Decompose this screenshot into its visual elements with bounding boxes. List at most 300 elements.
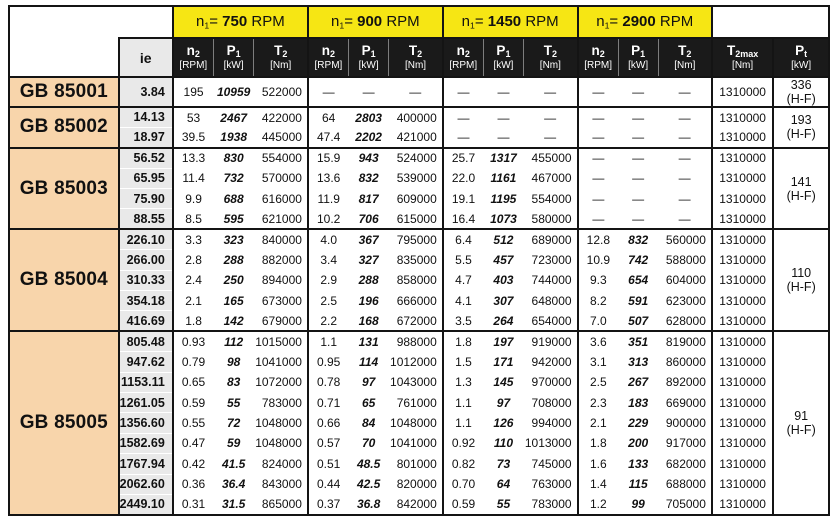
n2-cell: 8.2: [578, 291, 619, 311]
p1-cell: 115: [628, 477, 648, 492]
no-data-cell: —: [632, 191, 645, 206]
pt-value: 141: [790, 174, 812, 189]
t2max-cell: 1310000: [712, 189, 773, 209]
p1-cell: 654: [628, 273, 649, 288]
ie-header: ie: [119, 38, 173, 77]
p1-cell: 55: [226, 395, 241, 410]
model-cell: GB 85003: [9, 148, 119, 230]
t2max-cell: 1310000: [712, 454, 773, 474]
p1-cell: 403: [493, 273, 514, 288]
p1-cell: 732: [223, 171, 244, 186]
n2-cell: 2.5: [308, 291, 349, 311]
n2-cell: 1.1: [443, 413, 484, 433]
p1-cell: 36.4: [221, 477, 246, 492]
ie-cell: 1767.94: [119, 454, 173, 474]
t2-cell: 819000: [658, 331, 712, 351]
t2-cell: 554000: [254, 148, 308, 168]
table-row: [9, 148, 829, 168]
table-row: [9, 291, 829, 311]
p1-cell: 367: [348, 229, 388, 249]
ie-cell: 226.10: [119, 229, 173, 249]
n2-cell: 10.2: [308, 209, 349, 229]
t2-cell: 824000: [261, 456, 302, 471]
p1-cell: 323: [213, 229, 254, 249]
n2-cell: 15.9: [308, 148, 349, 168]
p1-cell: 84: [361, 416, 376, 431]
t2-cell: 688000: [665, 477, 706, 492]
t2-cell: 1048000: [255, 416, 302, 431]
ie-cell: 947.62: [119, 352, 173, 372]
n2-cell: 53: [173, 107, 214, 127]
t2-cell: 539000: [396, 171, 437, 186]
table-row: [9, 107, 829, 127]
t2-cell: 1041000: [390, 436, 437, 451]
t2max-cell: 1310000: [712, 77, 773, 107]
n2-cell: 16.4: [443, 209, 484, 229]
n2-cell: 64: [308, 107, 349, 127]
ie-cell: 416.69: [119, 311, 173, 331]
model-cell: GB 85004: [9, 229, 119, 331]
t2max-cell: 1310000: [712, 494, 773, 514]
pt-value: 336: [790, 78, 812, 92]
gearbox-rating-table: [8, 5, 830, 516]
p1-cell: 99: [631, 497, 645, 512]
table-row: [9, 494, 829, 514]
p1-cell: 595: [223, 211, 244, 226]
n2-cell: 7.0: [578, 311, 619, 331]
table-row: [9, 433, 829, 453]
ie-cell: 310.33: [119, 270, 173, 290]
p1-cell: 832: [358, 171, 379, 186]
t2max-cell: 1310000: [712, 250, 773, 270]
no-data-cell: —: [678, 191, 691, 206]
no-data-cell: —: [497, 130, 510, 145]
t2-cell: 609000: [396, 191, 437, 206]
n2-cell: 2.1: [578, 413, 619, 433]
t2-cell: 894000: [261, 273, 302, 288]
t2max-cell: 1310000: [712, 392, 773, 412]
t2max-cell: 1310000: [712, 433, 773, 453]
t2max-cell: 1310000: [712, 474, 773, 494]
p1-cell: 165: [223, 293, 244, 308]
n2-cell: 19.1: [443, 189, 484, 209]
p1-cell: 36.8: [356, 497, 381, 512]
n2-cell: 13.6: [308, 168, 349, 188]
subheader-p1-750: $P_1$ [kW]: [213, 38, 254, 77]
t2-cell: 842000: [396, 497, 437, 512]
p1-cell: 112: [213, 331, 254, 351]
t2max-cell: 1310000: [712, 413, 773, 433]
t2-cell: 554000: [531, 191, 572, 206]
t2-cell: 723000: [531, 252, 572, 267]
p1-cell: 688: [223, 191, 244, 206]
t2-cell: 560000: [658, 229, 712, 249]
no-data-cell: —: [443, 107, 484, 127]
table-row: [9, 413, 829, 433]
no-data-cell: —: [578, 189, 619, 209]
subheader-t2-900: $T_2$ [Nm]: [389, 38, 443, 77]
n2-cell: 0.79: [173, 352, 214, 372]
pt-note: (H-F): [786, 188, 816, 203]
t2-cell: 745000: [531, 456, 572, 471]
n2-cell: 1.2: [578, 494, 619, 514]
p1-cell: 196: [358, 293, 379, 308]
t2-cell: 1048000: [255, 436, 302, 451]
no-data-cell: —: [524, 77, 578, 107]
corner-blank-right: [712, 6, 829, 38]
t2-cell: 682000: [665, 456, 706, 471]
ie-cell: 75.90: [119, 189, 173, 209]
t2max-cell: 1310000: [712, 372, 773, 392]
p1-cell: 2803: [348, 107, 388, 127]
no-data-cell: —: [632, 130, 645, 145]
no-data-cell: —: [658, 107, 712, 127]
t2-cell: 783000: [531, 497, 572, 512]
n2-cell: 0.82: [443, 454, 484, 474]
no-data-cell: —: [632, 211, 645, 226]
t2-cell: 858000: [396, 273, 437, 288]
n2-cell: 2.5: [578, 372, 619, 392]
ie-cell: 354.18: [119, 291, 173, 311]
p1-cell: 817: [358, 191, 379, 206]
t2max-cell: 1310000: [712, 127, 773, 147]
n2-cell: 3.4: [308, 250, 349, 270]
t2-cell: 1012000: [390, 354, 437, 369]
n2-cell: 3.3: [173, 229, 214, 249]
t2-cell: 615000: [396, 211, 437, 226]
corner-blank-left: [9, 38, 119, 77]
p1-cell: 742: [628, 252, 649, 267]
n2-cell: 1.3: [443, 372, 484, 392]
n2-cell: 4.0: [308, 229, 349, 249]
no-data-cell: —: [632, 171, 645, 186]
t2-cell: 648000: [531, 293, 572, 308]
subheader-n2-750: $n_2$ [RPM]: [173, 38, 214, 77]
no-data-cell: —: [678, 211, 691, 226]
p1-cell: 943: [348, 148, 388, 168]
n2-cell: 39.5: [173, 127, 214, 147]
n2-cell: 195: [173, 77, 214, 107]
n2-cell: 1.4: [578, 474, 619, 494]
n2-cell: 2.4: [173, 270, 214, 290]
t2-cell: 1072000: [255, 375, 302, 390]
n2-cell: 0.66: [308, 413, 349, 433]
table-row: [9, 454, 829, 474]
t2-cell: 623000: [665, 293, 706, 308]
t2max-cell: 1310000: [712, 229, 773, 249]
p1-cell: 229: [628, 416, 649, 431]
t2max-cell: 1310000: [712, 270, 773, 290]
subheader-p1-2900: $P_1$ [kW]: [618, 38, 658, 77]
p1-cell: 197: [483, 331, 523, 351]
no-data-cell: —: [618, 107, 658, 127]
p1-cell: 171: [493, 354, 514, 369]
t2-cell: 763000: [531, 477, 572, 492]
p1-cell: 1195: [490, 191, 517, 206]
p1-cell: 131: [348, 331, 388, 351]
n2-cell: 1.1: [443, 392, 484, 412]
n2-cell: 2.9: [308, 270, 349, 290]
subheader-n2-1450: $n_2$ [RPM]: [443, 38, 484, 77]
subheader-t2-750: $T_2$ [Nm]: [254, 38, 308, 77]
n2-cell: 2.3: [578, 392, 619, 412]
t2-cell: 1015000: [254, 331, 308, 351]
n2-cell: 25.7: [443, 148, 484, 168]
pt-note: (H-F): [786, 127, 816, 142]
p1-cell: 250: [223, 273, 244, 288]
t2-cell: 421000: [396, 130, 437, 145]
no-data-cell: —: [578, 77, 619, 107]
t2-cell: 445000: [261, 130, 302, 145]
p1-cell: 41.5: [221, 456, 246, 471]
n2-cell: 2.2: [308, 311, 349, 331]
n2-cell: 0.57: [308, 433, 349, 453]
n2-cell: 0.70: [443, 474, 484, 494]
n2-cell: 0.51: [308, 454, 349, 474]
table-row: [9, 331, 829, 351]
subheader-t2max: $T_{2max}$ [Nm]: [712, 38, 773, 77]
no-data-cell: —: [524, 107, 578, 127]
corner-blank-left: [9, 6, 173, 38]
t2-cell: 988000: [389, 331, 443, 351]
t2-cell: 865000: [261, 497, 302, 512]
t2-cell: 654000: [531, 313, 572, 328]
n2-cell: 9.3: [578, 270, 619, 290]
subheader-t2-2900: $T_2$ [Nm]: [658, 38, 712, 77]
table-row: [9, 311, 829, 331]
n2-cell: 1.1: [308, 331, 349, 351]
subheader-pt: $P_t$ [kW]: [773, 38, 829, 77]
t2-cell: 994000: [531, 416, 572, 431]
no-data-cell: —: [578, 107, 619, 127]
t2-cell: 570000: [261, 171, 302, 186]
no-data-cell: —: [389, 77, 443, 107]
p1-cell: 73: [496, 456, 511, 471]
t2-cell: 1041000: [255, 354, 302, 369]
p1-cell: 97: [496, 395, 511, 410]
n2-cell: 0.71: [308, 392, 349, 412]
p1-cell: 110: [493, 436, 514, 451]
p1-cell: 114: [359, 354, 379, 369]
ie-cell: 1153.11: [119, 372, 173, 392]
p1-cell: 133: [628, 456, 649, 471]
t2-cell: 882000: [261, 252, 302, 267]
p1-cell: 327: [358, 252, 379, 267]
t2-cell: 666000: [396, 293, 437, 308]
p1-cell: 83: [226, 375, 241, 390]
t2-cell: 820000: [396, 477, 437, 492]
table-row: [9, 352, 829, 372]
t2-cell: 467000: [531, 171, 572, 186]
no-data-cell: —: [348, 77, 388, 107]
p1-cell: 31.5: [221, 497, 246, 512]
n2-cell: 0.42: [173, 454, 214, 474]
p1-cell: 1161: [490, 171, 517, 186]
p1-cell: 1317: [483, 148, 523, 168]
table-row: [9, 77, 829, 107]
n2-cell: 11.4: [173, 168, 214, 188]
ie-cell: 1582.69: [119, 433, 173, 453]
t2-cell: 673000: [261, 293, 302, 308]
n2-cell: 0.59: [443, 494, 484, 514]
n2-cell: 2.1: [173, 291, 214, 311]
t2-cell: 843000: [261, 477, 302, 492]
n2-cell: 12.8: [578, 229, 619, 249]
n2-cell: 0.59: [173, 392, 214, 412]
t2-cell: 919000: [524, 331, 578, 351]
p1-cell: 59: [226, 436, 241, 451]
t2-cell: 672000: [396, 313, 437, 328]
n2-cell: 1.5: [443, 352, 484, 372]
table-row: [9, 229, 829, 249]
p1-cell: 48.5: [356, 456, 381, 471]
n2-cell: 1.8: [173, 311, 214, 331]
p1-cell: 72: [226, 416, 241, 431]
n2-cell: 0.95: [308, 352, 349, 372]
p1-cell: 55: [496, 497, 511, 512]
ie-cell: 14.13: [119, 107, 173, 127]
p1-cell: 591: [628, 293, 649, 308]
table-row: [9, 127, 829, 147]
n2-cell: 1.8: [443, 331, 484, 351]
t2-cell: 455000: [524, 148, 578, 168]
no-data-cell: —: [658, 148, 712, 168]
no-data-cell: —: [483, 77, 523, 107]
p1-cell: 706: [358, 211, 379, 226]
table-row: [9, 209, 829, 229]
t2max-cell: 1310000: [712, 331, 773, 351]
n2-cell: 22.0: [443, 168, 484, 188]
p1-cell: 351: [618, 331, 658, 351]
ie-cell: 88.55: [119, 209, 173, 229]
ie-cell: 805.48: [119, 331, 173, 351]
no-data-cell: —: [618, 148, 658, 168]
subheader-t2-1450: $T_2$ [Nm]: [524, 38, 578, 77]
p1-cell: 126: [493, 416, 514, 431]
ie-cell: 65.95: [119, 168, 173, 188]
p1-cell: 2467: [213, 107, 254, 127]
ie-cell: 2062.60: [119, 474, 173, 494]
no-data-cell: —: [678, 171, 691, 186]
t2-cell: 761000: [396, 395, 437, 410]
n2-cell: 0.36: [173, 474, 214, 494]
no-data-cell: —: [544, 130, 557, 145]
pt-note: (H-F): [786, 92, 816, 106]
pt-rating-cell: [773, 331, 829, 515]
p1-cell: 10959: [213, 77, 254, 107]
p1-cell: 42.5: [356, 477, 381, 492]
t2max-cell: 1310000: [712, 148, 773, 168]
n2-cell: 2.8: [173, 250, 214, 270]
p1-cell: 2202: [355, 130, 382, 145]
t2-cell: 522000: [254, 77, 308, 107]
t2-cell: 970000: [531, 375, 572, 390]
no-data-cell: —: [483, 107, 523, 127]
t2-cell: 400000: [389, 107, 443, 127]
t2-cell: 604000: [665, 273, 706, 288]
t2-cell: 860000: [665, 354, 706, 369]
rpm-band-750: $n_1= 750$ RPM: [173, 6, 308, 38]
p1-cell: 832: [618, 229, 658, 249]
p1-cell: 64: [496, 477, 511, 492]
t2-cell: 689000: [524, 229, 578, 249]
table-row: [9, 372, 829, 392]
n2-cell: 0.93: [173, 331, 214, 351]
ie-cell: 1261.05: [119, 392, 173, 412]
n2-cell: 0.65: [173, 372, 214, 392]
n2-cell: 13.3: [173, 148, 214, 168]
rpm-band-1450: $n_1= 1450$ RPM: [443, 6, 578, 38]
no-data-cell: —: [443, 127, 484, 147]
p1-cell: 512: [483, 229, 523, 249]
no-data-cell: —: [578, 148, 619, 168]
no-data-cell: —: [618, 77, 658, 107]
pt-value: 110: [791, 266, 812, 281]
t2max-cell: 1310000: [712, 168, 773, 188]
gearbox-rating-sheet: [8, 5, 830, 516]
n2-cell: 10.9: [578, 250, 619, 270]
p1-cell: 183: [628, 395, 649, 410]
no-data-cell: —: [678, 130, 691, 145]
pt-note: (H-F): [786, 280, 816, 295]
n2-cell: 9.9: [173, 189, 214, 209]
t2-cell: 835000: [396, 252, 437, 267]
t2-cell: 679000: [261, 313, 302, 328]
no-data-cell: —: [443, 77, 484, 107]
table-row: [9, 189, 829, 209]
n2-cell: 6.4: [443, 229, 484, 249]
t2-cell: 524000: [389, 148, 443, 168]
n2-cell: 4.7: [443, 270, 484, 290]
p1-cell: 313: [628, 354, 649, 369]
n2-cell: 0.31: [173, 494, 214, 514]
t2-cell: 616000: [261, 191, 302, 206]
p1-cell: 830: [213, 148, 254, 168]
ie-cell: 3.84: [119, 77, 173, 107]
t2max-cell: 1310000: [712, 107, 773, 127]
t2-cell: 801000: [396, 456, 437, 471]
subheader-p1-900: $P_1$ [kW]: [348, 38, 388, 77]
n2-cell: 11.9: [308, 189, 349, 209]
model-cell: GB 85002: [9, 107, 119, 148]
t2max-cell: 1310000: [712, 311, 773, 331]
t2-cell: 795000: [389, 229, 443, 249]
p1-cell: 1073: [490, 211, 517, 226]
t2-cell: 628000: [665, 313, 706, 328]
pt-value: 193: [790, 113, 812, 128]
t2-cell: 900000: [665, 416, 706, 431]
t2-cell: 422000: [254, 107, 308, 127]
t2max-cell: 1310000: [712, 291, 773, 311]
pt-rating-cell: [773, 107, 829, 148]
table-row: [9, 392, 829, 412]
p1-cell: 65: [361, 395, 376, 410]
p1-cell: 288: [358, 273, 379, 288]
t2-cell: 708000: [531, 395, 572, 410]
n2-cell: 0.47: [173, 433, 214, 453]
no-data-cell: —: [308, 77, 349, 107]
model-cell: GB 85001: [9, 77, 119, 107]
t2-cell: 840000: [254, 229, 308, 249]
n2-cell: 0.37: [308, 494, 349, 514]
t2-cell: 1043000: [390, 375, 437, 390]
p1-cell: 288: [223, 252, 244, 267]
p1-cell: 142: [223, 313, 244, 328]
n2-cell: 3.6: [578, 331, 619, 351]
p1-cell: 507: [628, 313, 649, 328]
table-row: [9, 250, 829, 270]
p1-cell: 457: [493, 252, 514, 267]
